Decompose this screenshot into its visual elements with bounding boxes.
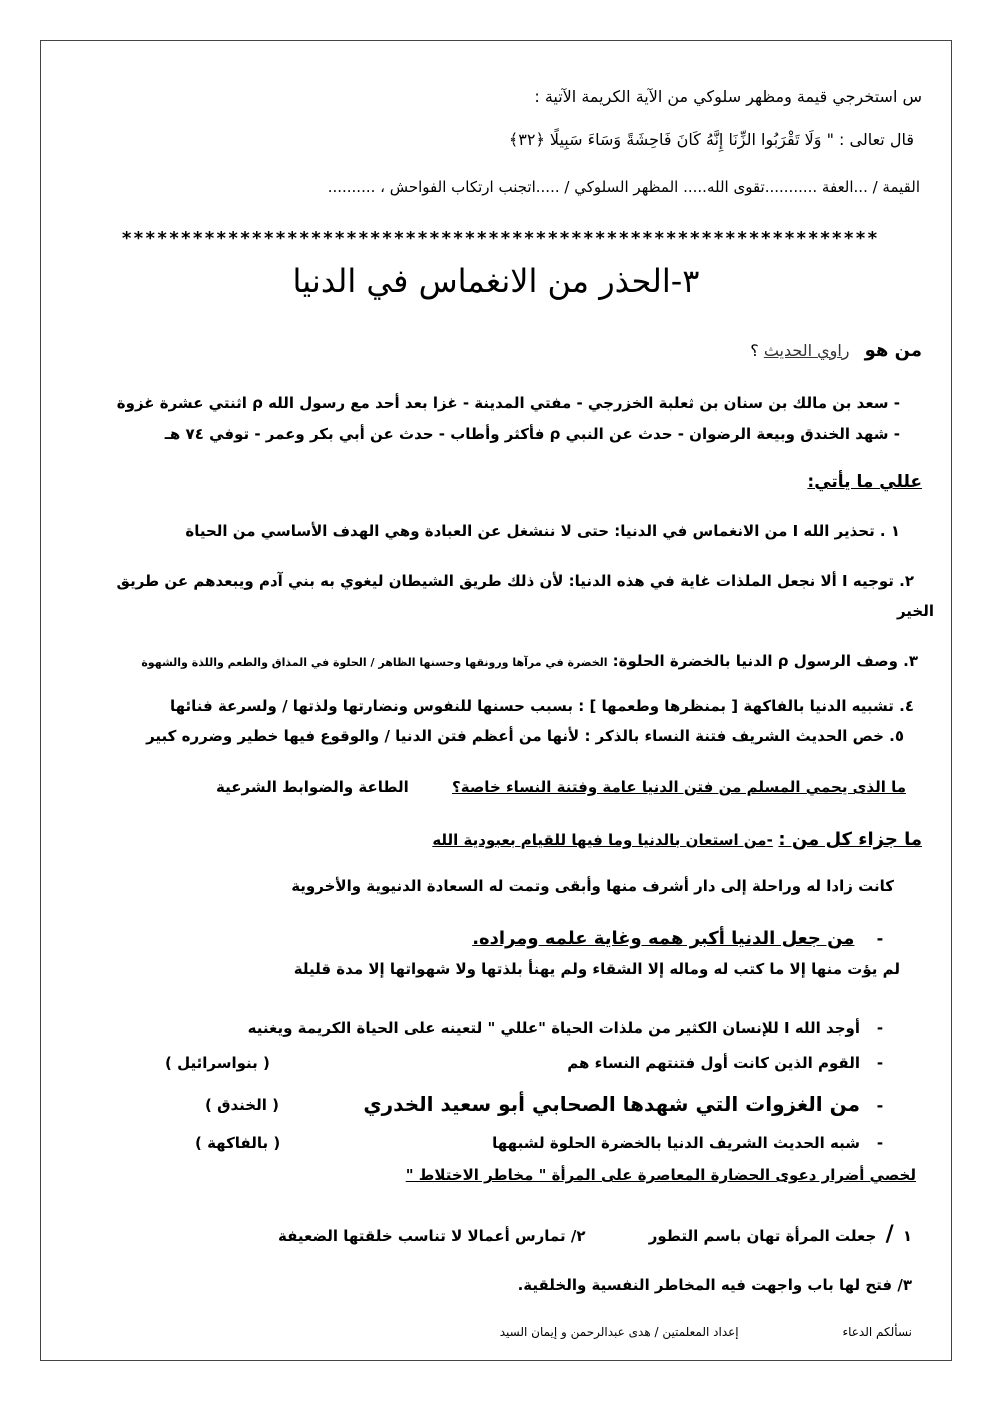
stars-divider: **************************************************************** (121, 228, 879, 249)
list-item-3-answer: ( الخندق ) (205, 1096, 279, 1114)
bio-line-2: - شهد الخندق وبيعة الرضوان - حدث عن النبي ρ فأكثر وأطاب - حدث عن أبي بكر وعمر - توفي ٧٤ هـ (164, 425, 900, 443)
reward-answer-1: كانت زادا له وراحلة إلى دار أشرف منها وأبقى وتمت له السعادة الدنيوية والأخروية (291, 877, 894, 895)
narrator-q-mark: ؟ (750, 341, 759, 360)
reward-heading: ما جزاء كل من : (778, 829, 922, 850)
list-item-1-text: أوجد الله I للإنسان الكثير من ملذات الحياة "عللي " لتعينه على الحياة الكريمة ويغنيه (247, 1019, 860, 1037)
footer-credits: إعداد المعلمتين / هدى عبدالرحمن و إيمان السيد (499, 1325, 739, 1339)
list-item-2: -القوم الذين كانت أول فتنتهم النساء هم ( بنواسرائيل ) (165, 1054, 884, 1072)
list-item-4-question: شبه الحديث الشريف الدنيا بالخضرة الحلوة لشبهها (492, 1134, 860, 1152)
harm-1-number: ١ (902, 1227, 912, 1245)
explain-heading: عللي ما يأتي: (807, 472, 922, 492)
list-item-3: -من الغزوات التي شهدها الصحابي أبو سعيد الخدري ( الخندق ) (205, 1092, 884, 1116)
protect-question-row (60, 778, 906, 796)
list-item-3-question: من الغزوات التي شهدها الصحابي أبو سعيد الخدري (363, 1092, 860, 1116)
explain-item-3-main: ٣. وصف الرسول ρ الدنيا بالخضرة الحلوة: (612, 652, 918, 670)
explain-item-3 (60, 651, 918, 670)
summary-heading: لخصي أضرار دعوى الحضارة المعاصرة على المرأة " مخاطر الاختلاط " (405, 1166, 916, 1184)
question-header: س استخرجي قيمة ومظهر سلوكي من الآية الكريمة الآتية : (534, 87, 922, 106)
reward-row-1 (60, 829, 922, 850)
explain-item-2-cont: الخير (896, 602, 934, 620)
bio-line-1: - سعد بن مالك بن سنان بن ثعلبة الخزرجي - مفتي المدينة - غزا بعد أحد مع رسول الله ρ اثنتي عشرة غزوة (116, 394, 900, 412)
narrator-q-prefix: من هو (864, 340, 922, 361)
explain-item-5: ٥. خص الحديث الشريف فتنة النساء بالذكر : لأنها من أعظم فتن الدنيا / والوقوع فيها خطير وضرره كبير (146, 727, 904, 745)
reward-question-1: -من استعان بالدنيا وما فيها للقيام بعبودية الله (432, 831, 773, 849)
list-item-4: -شبه الحديث الشريف الدنيا بالخضرة الحلوة لشبهها ( بالفاكهة ) (195, 1134, 884, 1152)
narrator-q-link: راوي الحديث (763, 341, 850, 360)
footer (60, 1325, 912, 1339)
protect-question: ما الذى يحمي المسلم من فتن الدنيا عامة وفتنة النساء خاصة؟ (452, 778, 906, 796)
footer-right: نسألكم الدعاء (842, 1325, 912, 1339)
verse: قال تعالى : " وَلَا تَقْرَبُوا الزِّنَا إِنَّهُ كَانَ فَاحِشَةً وَسَاءَ سَبِيلًا ﴿٣٢﴾ (508, 130, 914, 149)
page-title: ٣-الحذر من الانغماس في الدنيا (292, 262, 700, 300)
explain-item-1: ١ . تحذير الله I من الانغماس في الدنيا: حتى لا ننشغل عن العبادة وهي الهدف الأساسي من الحياة (185, 522, 900, 540)
harm-1: جعلت المرأة تهان باسم التطور (648, 1227, 877, 1245)
explain-item-4: ٤. تشبيه الدنيا بالفاكهة [ بمنظرها وطعمها ] : بسبب حسنها للنفوس ونضارتها ولذتها / ولسرعة فنائها (169, 697, 914, 715)
list-item-2-question: القوم الذين كانت أول فتنتهم النساء هم (567, 1054, 860, 1072)
list-item-4-answer: ( بالفاكهة ) (195, 1134, 281, 1152)
list-item-2-answer: ( بنواسرائيل ) (165, 1054, 270, 1072)
list-item-1: -أوجد الله I للإنسان الكثير من ملذات الحياة "عللي " لتعينه على الحياة الكريمة ويغنيه (247, 1019, 884, 1037)
answer-line: القيمة / ...العفة ...........تقوى الله..... المظهر السلوكي / .....اتجنب ارتكاب الفواحش ، .......... (327, 178, 920, 196)
reward-answer-2: لم يؤت منها إلا ما كتب له وماله إلا الشقاء ولم يهنأ بلذتها ولا شهواتها إلا مدة قليلة (293, 960, 900, 978)
explain-item-3-detail: الخضرة في مرآها ورونقها وحسنها الظاهر / الحلوة في المذاق والطعم واللذة والشهوة (141, 656, 608, 669)
harm-2: ٢/ تمارس أعمالا لا تناسب خلقتها الضعيفة (277, 1227, 586, 1245)
explain-item-2: ٢. توجيه I ألا نجعل الملذات غاية في هذه الدنيا: لأن ذلك طريق الشيطان ليغوي به بني آدم ويبعدهم عن طريق (116, 572, 914, 590)
harm-1-slash: / (885, 1222, 894, 1247)
protect-answer: الطاعة والضوابط الشرعية (216, 778, 409, 796)
reward-question-2: من جعل الدنيا أكبر همه وغاية علمه ومراده. (472, 928, 855, 949)
harm-row-1 (60, 1222, 912, 1247)
harm-3: ٣/ فتح لها باب واجهت فيه المخاطر النفسية والخلقية. (517, 1276, 912, 1294)
narrator-question (60, 340, 922, 361)
reward-row-2: - من جعل الدنيا أكبر همه وغاية علمه ومراده. (472, 928, 884, 949)
